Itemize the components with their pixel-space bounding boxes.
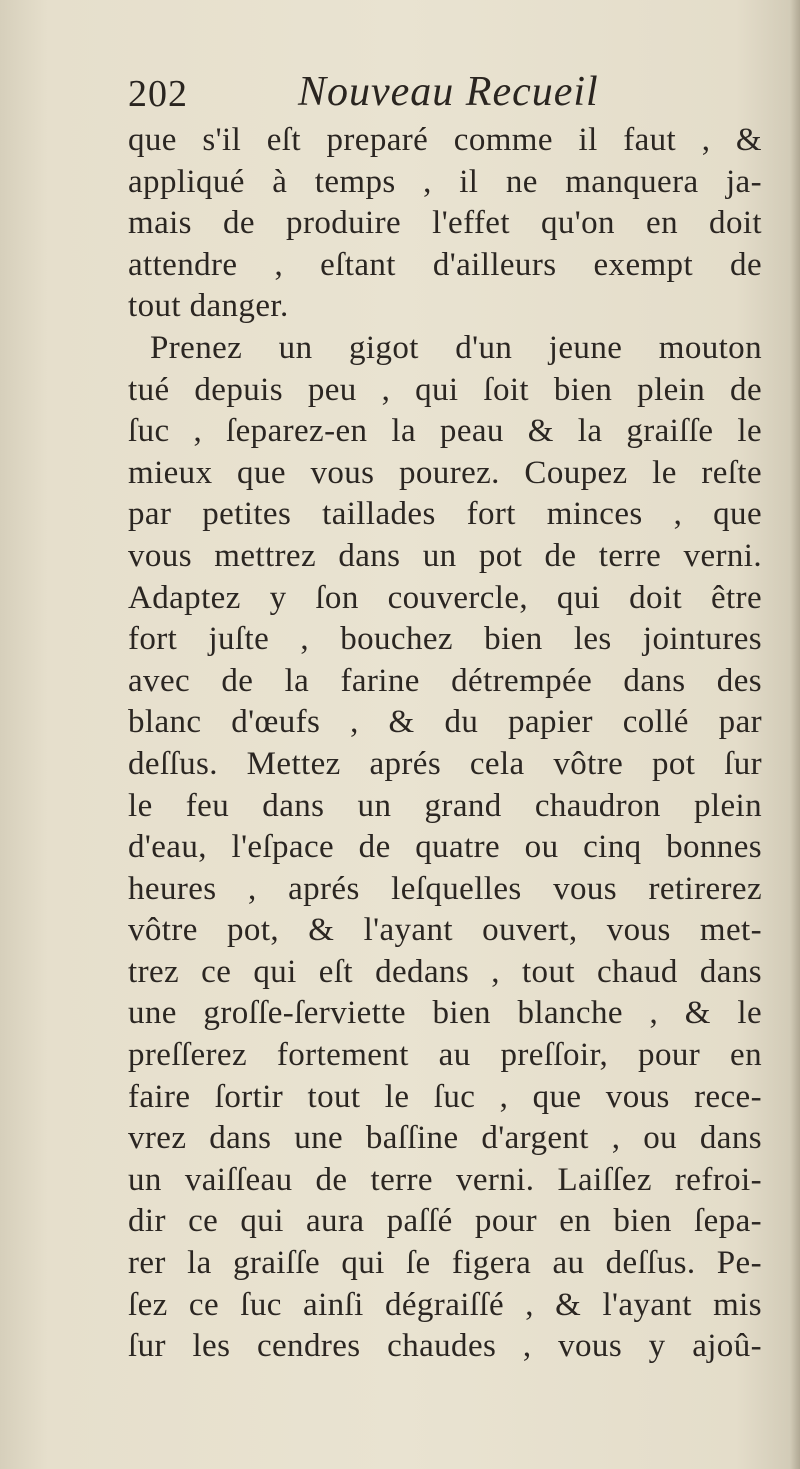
text-line: le feu dans un grand chaudron plein [128,787,762,824]
page-number: 202 [128,73,188,115]
text-line: que s'il eſt preparé comme il faut , & [128,122,762,158]
text-line: mais de produire l'effet qu'on en doit [128,205,762,242]
text-line: ſur les cendres chaudes , vous y ajoû- [128,1328,762,1365]
text-line: fort juſte , bouchez bien les jointures [128,621,762,658]
text-line: faire ſortir tout le ſuc , que vous rece- [128,1078,762,1115]
text-line: ſuc , ſeparez-en la peau & la graiſſe le [128,413,762,450]
text-line: d'eau, l'eſpace de quatre ou cinq bonnes [128,829,762,866]
text-line: tué depuis peu , qui ſoit bien plein de [128,371,762,408]
text-line: Prenez un gigot d'un jeune mouton [150,329,762,366]
text-line: trez ce qui eſt dedans , tout chaud dans [128,953,762,990]
text-line: heures , aprés leſquelles vous retirerez [128,870,762,907]
text-line: vrez dans une baſſine d'argent , ou dans [128,1120,762,1157]
running-title: Nouveau Recueil [298,69,599,115]
text-line: tout danger. [128,288,289,325]
text-line: rer la graiſſe qui ſe figera au deſſus. Pe- [128,1245,762,1282]
text-line: vous mettrez dans un pot de terre verni. [128,537,762,574]
text-line: appliqué à temps , il ne manquera ja- [128,163,762,200]
text-line: un vaiſſeau de terre verni. Laiſſez refroi- [128,1161,762,1198]
text-line: dir ce qui aura paſſé pour en bien ſepa- [128,1203,762,1240]
text-line: avec de la farine détrempée dans des [128,662,762,699]
text-line: mieux que vous pourez. Coupez le reſte [128,454,762,491]
text-line: par petites taillades fort minces , que [128,496,762,533]
text-line: deſſus. Mettez aprés cela vôtre pot ſur [128,745,762,782]
text-line: preſſerez fortement au preſſoir, pour en [128,1037,762,1074]
text-line: vôtre pot, & l'ayant ouvert, vous met- [128,912,762,949]
text-line: une groſſe-ſerviette bien blanche , & le [128,995,762,1032]
text-line: ſez ce ſuc ainſi dégraiſſé , & l'ayant mis [128,1286,762,1323]
text-line: blanc d'œufs , & du papier collé par [128,704,762,741]
body-text [128,120,762,1368]
text-line: attendre , eſtant d'ailleurs exempt de [128,246,762,283]
page-header [128,68,728,120]
page-edge-shadow [790,0,800,1469]
text-line: Adaptez y ſon couvercle, qui doit être [128,579,762,616]
